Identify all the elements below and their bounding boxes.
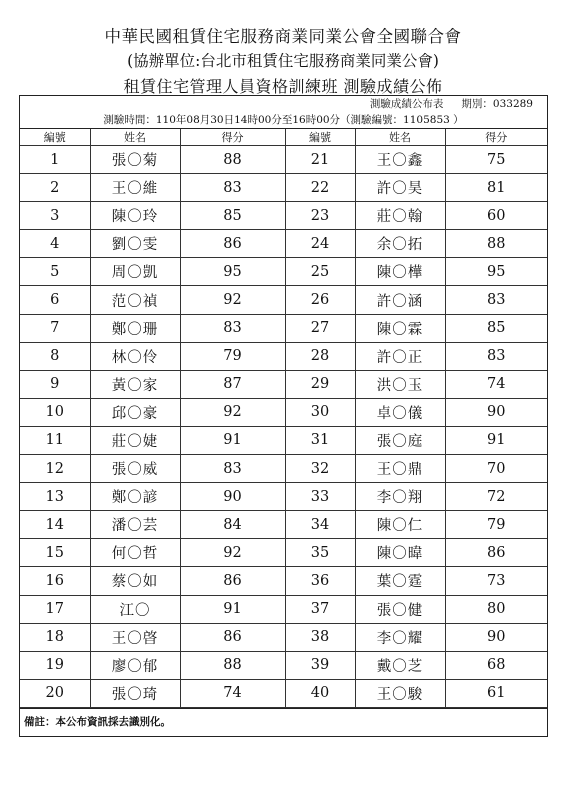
cell-name: 王〇駿 <box>355 679 445 707</box>
cell-name: 李〇翔 <box>355 483 445 511</box>
cell-number: 7 <box>20 314 90 342</box>
table-row <box>20 511 547 539</box>
cell-number: 19 <box>20 651 90 679</box>
column-header-score: 得分 <box>445 129 547 146</box>
cell-score: 86 <box>180 623 285 651</box>
cell-score: 95 <box>445 258 547 286</box>
column-header-number: 編號 <box>20 129 90 146</box>
cell-number: 27 <box>285 314 355 342</box>
cell-name: 張〇琦 <box>90 679 180 707</box>
cell-number: 10 <box>20 398 90 426</box>
cell-name: 許〇正 <box>355 342 445 370</box>
cell-score: 84 <box>180 511 285 539</box>
cell-number: 11 <box>20 426 90 454</box>
cell-number: 20 <box>20 679 90 707</box>
cell-number: 14 <box>20 511 90 539</box>
co-organizer-line: (協辦單位:台北市租賃住宅服務商業同業公會) <box>127 52 439 70</box>
column-header-score: 得分 <box>180 129 285 146</box>
cell-name: 陳〇玲 <box>90 202 180 230</box>
column-header-name: 姓名 <box>90 129 180 146</box>
cell-name: 陳〇暐 <box>355 539 445 567</box>
cell-score: 68 <box>445 651 547 679</box>
cell-score: 91 <box>180 595 285 623</box>
table-row <box>20 398 547 426</box>
cell-name: 鄭〇珊 <box>90 314 180 342</box>
cell-number: 12 <box>20 455 90 483</box>
form-name: 測驗成績公布表 <box>369 98 444 110</box>
cell-number: 23 <box>285 202 355 230</box>
cell-name: 陳〇樺 <box>355 258 445 286</box>
cell-name: 邱〇豪 <box>90 398 180 426</box>
cell-score: 92 <box>180 398 285 426</box>
cell-number: 2 <box>20 174 90 202</box>
cell-name: 卓〇儀 <box>355 398 445 426</box>
table-row <box>20 314 547 342</box>
cell-number: 21 <box>285 146 355 174</box>
association-title: 中華民國租賃住宅服務商業同業公會全國聯合會 <box>104 27 462 46</box>
cell-score: 79 <box>445 511 547 539</box>
results-table <box>20 129 547 708</box>
column-header-number: 編號 <box>285 129 355 146</box>
document-header <box>0 24 566 99</box>
cell-name: 廖〇郁 <box>90 651 180 679</box>
cell-name: 葉〇霆 <box>355 567 445 595</box>
cell-name: 陳〇仁 <box>355 511 445 539</box>
cell-score: 74 <box>445 370 547 398</box>
table-row <box>20 455 547 483</box>
cell-score: 70 <box>445 455 547 483</box>
cell-number: 24 <box>285 230 355 258</box>
cell-number: 37 <box>285 595 355 623</box>
cell-score: 73 <box>445 567 547 595</box>
cell-score: 86 <box>180 567 285 595</box>
cell-name: 江〇 <box>90 595 180 623</box>
cell-number: 16 <box>20 567 90 595</box>
table-row <box>20 146 547 174</box>
cell-name: 許〇昊 <box>355 174 445 202</box>
cell-name: 莊〇翰 <box>355 202 445 230</box>
table-row <box>20 483 547 511</box>
table-row <box>20 679 547 707</box>
cell-name: 林〇伶 <box>90 342 180 370</box>
cell-number: 8 <box>20 342 90 370</box>
cell-number: 34 <box>285 511 355 539</box>
cell-score: 92 <box>180 539 285 567</box>
cell-number: 5 <box>20 258 90 286</box>
cell-name: 王〇鑫 <box>355 146 445 174</box>
cell-number: 26 <box>285 286 355 314</box>
cell-score: 79 <box>180 342 285 370</box>
cell-score: 90 <box>180 483 285 511</box>
cell-name: 李〇耀 <box>355 623 445 651</box>
cell-name: 王〇維 <box>90 174 180 202</box>
table-row <box>20 174 547 202</box>
cell-score: 85 <box>445 314 547 342</box>
cell-name: 何〇哲 <box>90 539 180 567</box>
cell-score: 81 <box>445 174 547 202</box>
table-row <box>20 651 547 679</box>
cell-score: 83 <box>180 314 285 342</box>
cell-score: 88 <box>445 230 547 258</box>
cell-name: 張〇健 <box>355 595 445 623</box>
cell-name: 鄭〇諺 <box>90 483 180 511</box>
cell-number: 18 <box>20 623 90 651</box>
cell-score: 74 <box>180 679 285 707</box>
cell-score: 90 <box>445 623 547 651</box>
cell-number: 3 <box>20 202 90 230</box>
cell-number: 4 <box>20 230 90 258</box>
course-subtitle: 租賃住宅管理人員資格訓練班 測驗成績公佈 <box>123 77 443 96</box>
cell-score: 85 <box>180 202 285 230</box>
cell-name: 劉〇雯 <box>90 230 180 258</box>
cell-number: 6 <box>20 286 90 314</box>
cell-number: 22 <box>285 174 355 202</box>
cell-score: 83 <box>180 455 285 483</box>
cell-score: 86 <box>445 539 547 567</box>
table-row <box>20 202 547 230</box>
cell-score: 83 <box>445 342 547 370</box>
cell-score: 87 <box>180 370 285 398</box>
cell-number: 32 <box>285 455 355 483</box>
cell-score: 91 <box>445 426 547 454</box>
cell-name: 張〇威 <box>90 455 180 483</box>
table-row <box>20 342 547 370</box>
cell-score: 92 <box>180 286 285 314</box>
column-header-name: 姓名 <box>355 129 445 146</box>
cell-name: 陳〇霖 <box>355 314 445 342</box>
cell-name: 潘〇芸 <box>90 511 180 539</box>
table-row <box>20 230 547 258</box>
cell-score: 88 <box>180 651 285 679</box>
cell-number: 40 <box>285 679 355 707</box>
cell-number: 13 <box>20 483 90 511</box>
cell-score: 86 <box>180 230 285 258</box>
table-row <box>20 286 547 314</box>
cell-score: 95 <box>180 258 285 286</box>
cell-score: 60 <box>445 202 547 230</box>
cell-name: 莊〇婕 <box>90 426 180 454</box>
results-sheet <box>19 95 548 737</box>
table-row <box>20 426 547 454</box>
cell-score: 83 <box>445 286 547 314</box>
cell-name: 余〇拓 <box>355 230 445 258</box>
table-row <box>20 595 547 623</box>
cell-number: 39 <box>285 651 355 679</box>
table-row <box>20 370 547 398</box>
cell-name: 王〇鼎 <box>355 455 445 483</box>
cell-score: 75 <box>445 146 547 174</box>
table-body <box>20 146 547 708</box>
cell-number: 35 <box>285 539 355 567</box>
cell-number: 15 <box>20 539 90 567</box>
cell-name: 許〇涵 <box>355 286 445 314</box>
cell-name: 周〇凱 <box>90 258 180 286</box>
table-row <box>20 567 547 595</box>
cell-name: 黃〇家 <box>90 370 180 398</box>
cell-number: 28 <box>285 342 355 370</box>
cell-number: 29 <box>285 370 355 398</box>
meta-top-line <box>20 96 547 112</box>
footnote: 備註：本公布資訊採去識別化。 <box>20 708 547 736</box>
cell-score: 88 <box>180 146 285 174</box>
cell-name: 王〇晵 <box>90 623 180 651</box>
cell-name: 洪〇玉 <box>355 370 445 398</box>
cell-number: 33 <box>285 483 355 511</box>
table-row <box>20 539 547 567</box>
cell-name: 戴〇芝 <box>355 651 445 679</box>
cell-score: 83 <box>180 174 285 202</box>
cell-number: 38 <box>285 623 355 651</box>
table-row <box>20 258 547 286</box>
cell-name: 張〇庭 <box>355 426 445 454</box>
cell-number: 1 <box>20 146 90 174</box>
cell-number: 31 <box>285 426 355 454</box>
table-header-row <box>20 129 547 146</box>
cell-score: 80 <box>445 595 547 623</box>
issue-number: 期別：033289 <box>461 98 533 110</box>
cell-number: 25 <box>285 258 355 286</box>
table-row <box>20 623 547 651</box>
cell-score: 61 <box>445 679 547 707</box>
exam-time: 測驗時間：110年08月30日14時00分至16時00分（測驗編號：1105853 ） <box>20 112 547 129</box>
cell-name: 蔡〇如 <box>90 567 180 595</box>
cell-number: 17 <box>20 595 90 623</box>
cell-number: 36 <box>285 567 355 595</box>
cell-name: 張〇菊 <box>90 146 180 174</box>
cell-score: 72 <box>445 483 547 511</box>
cell-number: 9 <box>20 370 90 398</box>
cell-score: 91 <box>180 426 285 454</box>
cell-number: 30 <box>285 398 355 426</box>
cell-score: 90 <box>445 398 547 426</box>
cell-name: 范〇禎 <box>90 286 180 314</box>
